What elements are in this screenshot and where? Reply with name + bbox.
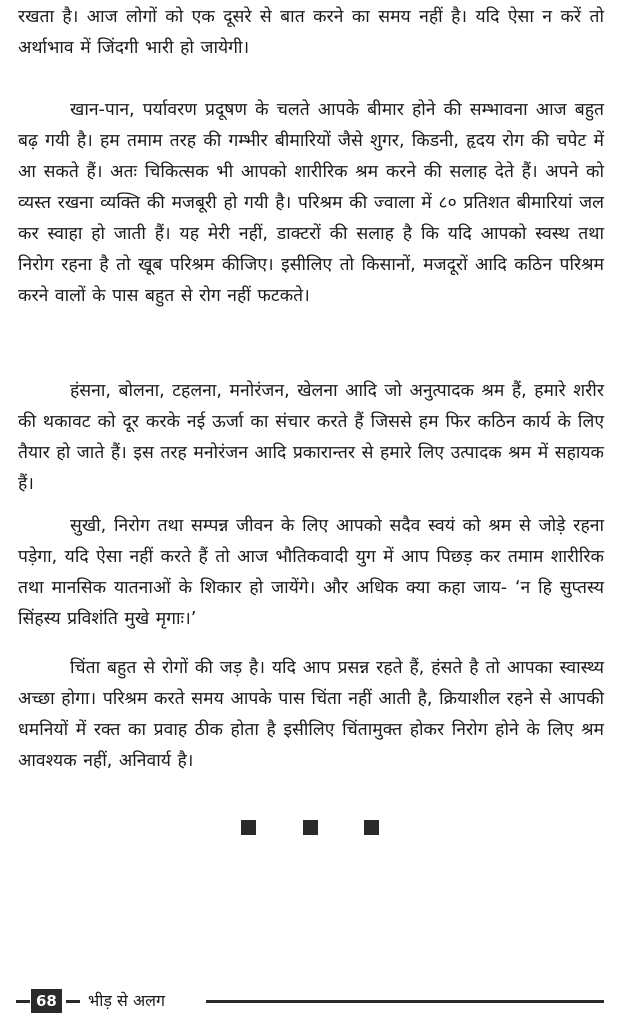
- footer-rule-mid: [66, 1000, 80, 1003]
- paragraph-2: खान-पान, पर्यावरण प्रदूषण के चलते आपके बीमार होने की सम्भावना आज बहुत बढ़ गयी है। हम तमाम तरह की गम्भीर बीमारियों जैसे शुगर, किडनी, हृदय रोग की चपेट में आ सकते हैं। अतः चिकित्सक भी आपको शारीरिक श्रम करने की सलाह देते हैं। अपने को व्यस्त रखना व्यक्ति की मजबूरी हो गयी है। परिश्रम की ज्वाला में ८० प्रतिशत बीमारियां जल कर स्वाहा हो जाती हैं। यह मेरी नहीं, डाक्टरों की सलाह है कि यदि आपको स्वस्थ तथा निरोग रहना है तो खूब परिश्रम कीजिए। इसीलिए तो किसानों, मजदूरों आदि कठिन परिश्रम करने वालों के पास बहुत से रोग नहीं फटकते।: [18, 100, 604, 306]
- book-title: भीड़ से अलग: [88, 991, 166, 1010]
- separator-square-icon: [303, 820, 318, 835]
- footer-rule-left: [16, 1000, 30, 1003]
- separator-square-icon: [364, 820, 379, 835]
- separator-square-icon: [241, 820, 256, 835]
- footer-rule-right: [206, 1000, 604, 1003]
- paragraph-5: चिंता बहुत से रोगों की जड़ है। यदि आप प्रसन्न रहते हैं, हंसते है तो आपका स्वास्थ्य अच्छा होगा। परिश्रम करते समय आपके पास चिंता नहीं आती है, क्रियाशील रहने से आपकी धमनियों में रक्त का प्रवाह ठीक होता है इसीलिए चिंतामुक्त होकर निरोग होने के लिए श्रम आवश्यक नहीं, अनिवार्य है।: [18, 658, 604, 771]
- section-separator: [0, 820, 619, 836]
- paragraph-4: सुखी, निरोग तथा सम्पन्न जीवन के लिए आपको सदैव स्वयं को श्रम से जोड़े रहना पड़ेगा, यदि ऐसा नहीं करते हैं तो आज भौतिकवादी युग में आप पिछड़ कर तमाम शारीरिक तथा मानसिक यातनाओं के शिकार हो जायेंगे। और अधिक क्या कहा जाय- ‘न हि सुप्तस्य सिंहस्य प्रविशंति मुखे मृगाः।’: [18, 516, 604, 629]
- paragraph-1: रखता है। आज लोगों को एक दूसरे से बात करने का समय नहीं है। यदि ऐसा न करें तो अर्थाभाव में जिंदगी भारी हो जायेगी।: [18, 7, 604, 58]
- paragraph-3: हंसना, बोलना, टहलना, मनोरंजन, खेलना आदि जो अनुत्पादक श्रम हैं, हमारे शरीर की थकावट को दूर करके नई ऊर्जा का संचार करते हैं जिससे हम फिर कठिन कार्य के लिए तैयार हो जाते हैं। इस तरह मनोरंजन आदि प्रकारान्तर से हमारे लिए उत्पादक श्रम में सहायक हैं।: [18, 381, 604, 494]
- page-number: 68: [31, 989, 62, 1013]
- page-footer: [0, 988, 619, 1014]
